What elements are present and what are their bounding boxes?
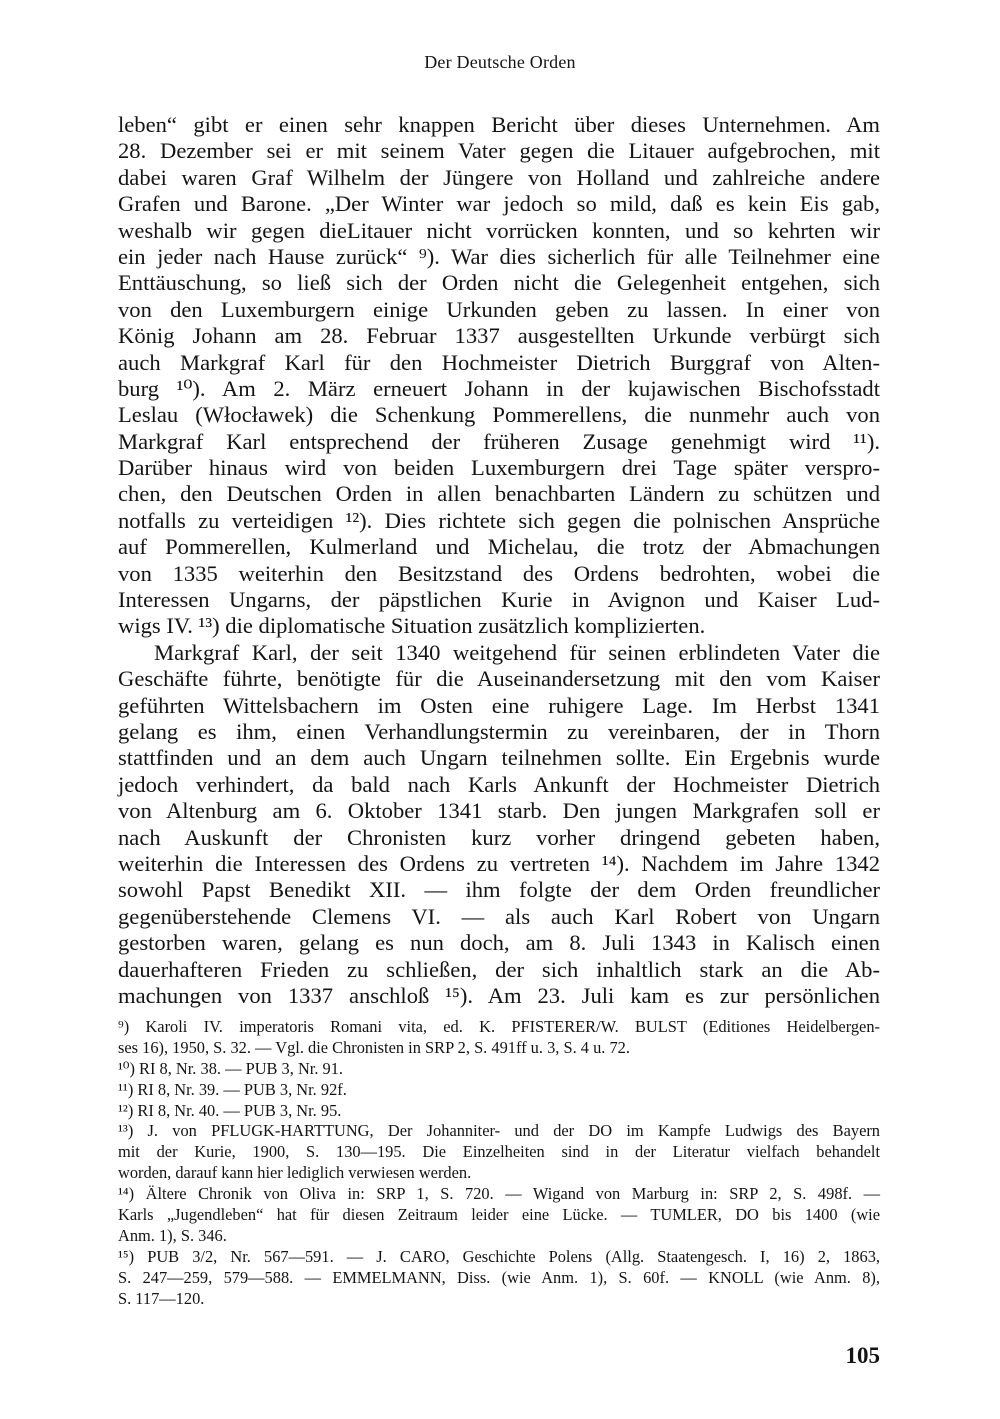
text-line: nach Auskunft der Chronisten kurz vorher dringend gebeten haben,	[118, 824, 880, 850]
footnote-line: ¹⁴) Ältere Chronik von Oliva in: SRP 1, S. 720. — Wigand von Marburg in: SRP 2, S. 498f. —	[118, 1184, 880, 1204]
footnote-line: ¹⁰) RI 8, Nr. 38. — PUB 3, Nr. 91.	[118, 1058, 344, 1078]
text-line: jedoch verhindert, da bald nach Karls Ankunft der Hochmeister Dietrich	[118, 771, 880, 797]
text-line: sowohl Papst Benedikt XII. — ihm folgte der dem Orden freundlicher	[118, 877, 880, 903]
text-line: Darüber hinaus wird von beiden Luxemburgern drei Tage später verspro-	[118, 455, 880, 481]
text-line: ein jeder nach Hause zurück“ ⁹). War dies sicherlich für alle Teilnehmer eine	[118, 243, 880, 269]
footnote-line: ¹³) J. von PFLUGK-HARTTUNG, Der Johanniter- und der DO im Kampfe Ludwigs des Bayern	[118, 1121, 880, 1141]
text-line: notfalls zu verteidigen ¹²). Dies richtete sich gegen die polnischen Ansprüche	[118, 507, 880, 533]
text-line: stattfinden und an dem auch Ungarn teilnehmen sollte. Ein Ergebnis wurde	[118, 745, 880, 771]
text-line: dabei waren Graf Wilhelm der Jüngere von Holland und zahlreiche andere	[118, 164, 880, 190]
footnote-line: ¹¹) RI 8, Nr. 39. — PUB 3, Nr. 92f.	[118, 1079, 347, 1099]
text-line: burg ¹⁰). Am 2. März erneuert Johann in der kujawischen Bischofsstadt	[118, 375, 880, 401]
footnote-line: Anm. 1), S. 346.	[118, 1225, 227, 1245]
text-line: weiterhin die Interessen des Ordens zu vertreten ¹⁴). Nachdem im Jahre 1342	[118, 850, 880, 876]
text-line: gegenüberstehende Clemens VI. — als auch Karl Robert von Ungarn	[118, 903, 880, 929]
text-line: von 1335 weiterhin den Besitzstand des Ordens bedrohten, wobei die	[118, 560, 880, 586]
text-line: gelang es ihm, einen Verhandlungstermin zu vereinbaren, der in Thorn	[118, 718, 880, 744]
text-line: gestorben waren, gelang es nun doch, am 8. Juli 1343 in Kalisch einen	[118, 930, 880, 956]
text-line: Interessen Ungarns, der päpstlichen Kurie in Avignon und Kaiser Lud-	[118, 587, 880, 613]
paragraph-end-line: wigs IV. ¹³) die diplomatische Situation zusätzlich komplizierten.	[118, 613, 706, 639]
text-line: geführten Wittelsbachern im Osten eine ruhigere Lage. Im Herbst 1341	[118, 692, 880, 718]
footnote-line: ses 16), 1950, S. 32. — Vgl. die Chronisten in SRP 2, S. 491ff u. 3, S. 4 u. 72.	[118, 1037, 630, 1057]
text-line: weshalb wir gegen dieLitauer nicht vorrücken konnten, und so kehrten wir	[118, 217, 880, 243]
paragraph-start-line: Markgraf Karl, der seit 1340 weitgehend für seinen erblindeten Vater die	[154, 639, 880, 665]
text-line: Geschäfte führte, benötigte für die Auseinandersetzung mit den vom Kaiser	[118, 666, 880, 692]
text-line: machungen von 1337 anschloß ¹⁵). Am 23. Juli kam es zur persönlichen	[118, 982, 880, 1008]
text-line: Leslau (Włocławek) die Schenkung Pommerellens, die nunmehr auch von	[118, 402, 880, 428]
main-text	[118, 112, 880, 1009]
footnote-line: mit der Kurie, 1900, S. 130—195. Die Einzelheiten sind in der Literatur vielfach behandelt	[118, 1142, 880, 1162]
text-line: von den Luxemburgern einige Urkunden geben zu lassen. In einer von	[118, 296, 880, 322]
running-title: Der Deutsche Orden	[424, 52, 576, 72]
text-line: leben“ gibt er einen sehr knappen Bericht über dieses Unternehmen. Am	[118, 112, 880, 137]
text-line: auch Markgraf Karl für den Hochmeister Dietrich Burggraf von Alten-	[118, 349, 880, 375]
footnote-line: Karls „Jugendleben“ hat für diesen Zeitraum leider eine Lücke. — TUMLER, DO bis 1400 (wie	[118, 1205, 880, 1225]
text-line: auf Pommerellen, Kulmerland und Michelau, die trotz der Abmachungen	[118, 534, 880, 560]
text-line: Markgraf Karl entsprechend der früheren Zusage genehmigt wird ¹¹).	[118, 428, 880, 454]
footnotes	[118, 1017, 880, 1309]
text-line: 28. Dezember sei er mit seinem Vater gegen die Litauer aufgebrochen, mit	[118, 138, 880, 164]
footnote-line: S. 117—120.	[118, 1288, 205, 1308]
footnote-line: ¹⁵) PUB 3/2, Nr. 567—591. — J. CARO, Geschichte Polens (Allg. Staatengesch. I, 16) 2, 1863,	[118, 1246, 880, 1266]
text-line: chen, den Deutschen Orden in allen benachbarten Ländern zu schützen und	[118, 481, 880, 507]
footnote-line: ⁹) Karoli IV. imperatoris Romani vita, ed. K. PFISTERER/W. BULST (Editiones Heidelbergen-	[118, 1017, 880, 1036]
text-line: Enttäuschung, so ließ sich der Orden nicht die Gelegenheit entgehen, sich	[118, 270, 880, 296]
footnote-line: worden, darauf kann hier lediglich verwiesen werden.	[118, 1163, 472, 1183]
footnote-line: ¹²) RI 8, Nr. 40. — PUB 3, Nr. 95.	[118, 1100, 342, 1120]
page-number: 105	[845, 1343, 880, 1368]
footnote-line: S. 247—259, 579—588. — EMMELMANN, Diss. (wie Anm. 1), S. 60f. — KNOLL (wie Anm. 8),	[118, 1267, 880, 1287]
text-line: von Altenburg am 6. Oktober 1341 starb. Den jungen Markgrafen soll er	[118, 798, 880, 824]
text-line: Grafen und Barone. „Der Winter war jedoch so mild, daß es kein Eis gab,	[118, 191, 880, 217]
text-line: König Johann am 28. Februar 1337 ausgestellten Urkunde verbürgt sich	[118, 323, 880, 349]
text-line: dauerhafteren Frieden zu schließen, der sich inhaltlich stark an die Ab-	[118, 956, 880, 982]
